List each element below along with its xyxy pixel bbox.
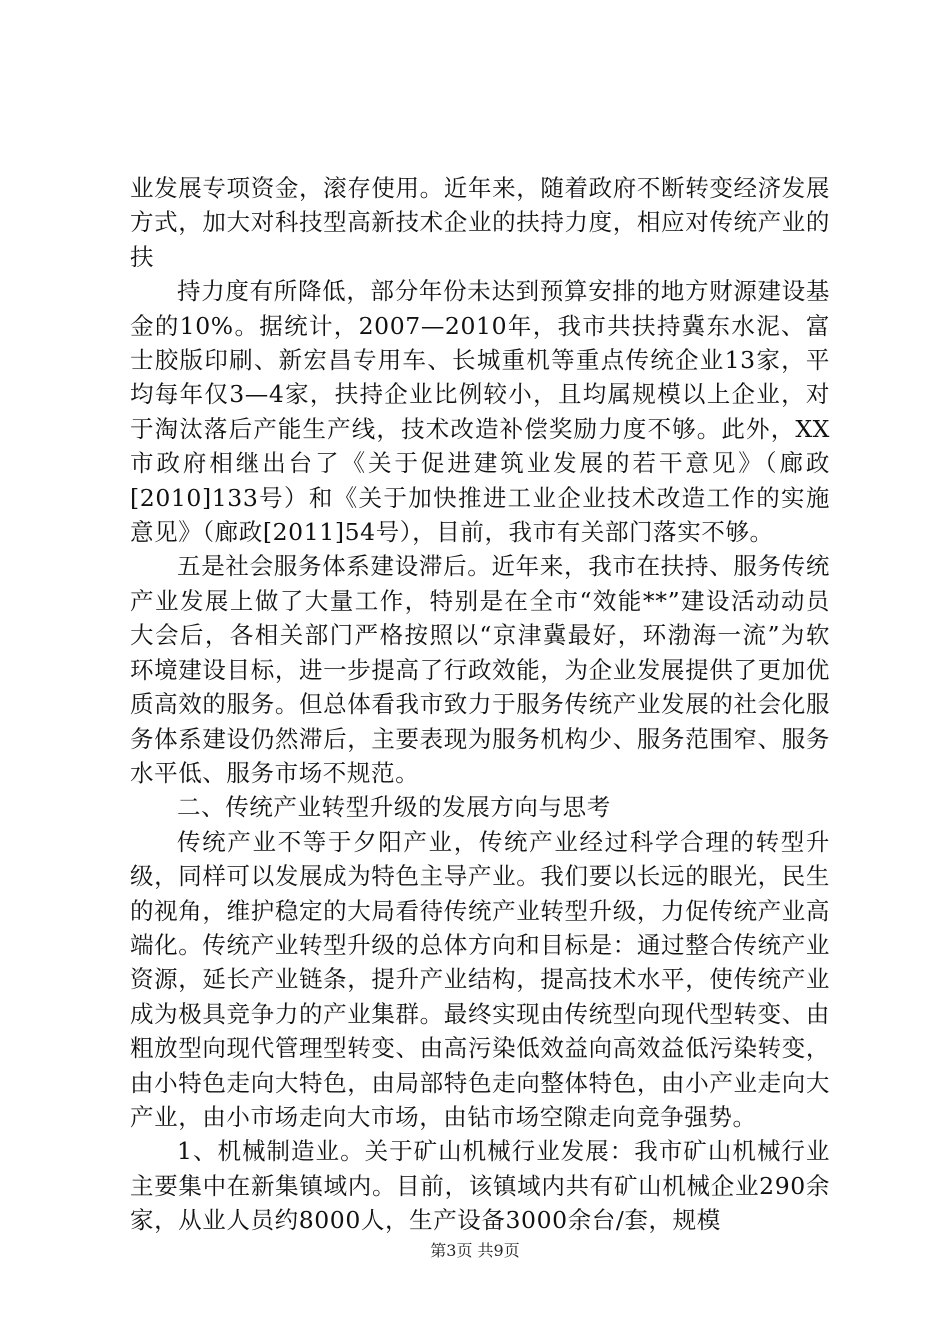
- paragraph-machinery: 1、机械制造业。关于矿山机械行业发展：我市矿山机械行业主要集中在新集镇域内。目前，该镇域内共有矿山机械企业290余家，从业人员约8000人，生产设备3000余台/套，规模: [130, 1137, 830, 1235]
- paragraph-social-service: 五是社会服务体系建设滞后。近年来，我市在扶持、服务传统产业发展上做了大量工作，特别是在全市“效能**”建设活动动员大会后，各相关部门严格按照以“京津冀最好，环渤海一流”为软环境建设目标，进一步提高了行政效能，为企业发展提供了更加优质高效的服务。但总体看我市致力于服务传统产业发展的社会化服务体系建设仍然滞后，主要表现为服务机构少、服务范围窄、服务水平低、服务市场不规范。: [130, 552, 830, 787]
- page-number-footer: 第3页 共9页: [430, 1241, 520, 1260]
- paragraph-continuation: 业发展专项资金，滚存使用。近年来，随着政府不断转变经济发展方式，加大对科技型高新技术企业的扶持力度，相应对传统产业的扶: [130, 174, 830, 271]
- paragraph-funding-decline: 持力度有所降低，部分年份未达到预算安排的地方财源建设基金的10%。据统计，2007—2010年，我市共扶持冀东水泥、富士胶版印刷、新宏昌专用车、长城重机等重点传统企业13家，平均每年仅3—4家，扶持企业比例较小，且均属规模以上企业，对于淘汰落后产能生产线，技术改造补偿奖励力度不够。此外，XX市政府相继出台了《关于促进建筑业发展的若干意见》（廊政[2010]133号）和《关于加快推进工业企业技术改造工作的实施意见》（廊政[2011]54号），目前，我市有关部门落实不够。: [130, 277, 830, 547]
- paragraph-transformation: 传统产业不等于夕阳产业，传统产业经过科学合理的转型升级，同样可以发展成为特色主导产业。我们要以长远的眼光，民生的视角，维护稳定的大局看待传统产业转型升级，力促传统产业高端化。传统产业转型升级的总体方向和目标是：通过整合传统产业资源，延长产业链条，提升产业结构，提高技术水平，使传统产业成为极具竞争力的产业集群。最终实现由传统型向现代型转变、由粗放型向现代管理型转变、由高污染低效益向高效益低污染转变，由小特色走向大特色，由局部特色走向整体特色，由小产业走向大产业，由小市场走向大市场，由钻市场空隙走向竞争强势。: [130, 827, 830, 1131]
- section-heading: 二、传统产业转型升级的发展方向与思考: [177, 793, 611, 822]
- document-body: [130, 171, 830, 1238]
